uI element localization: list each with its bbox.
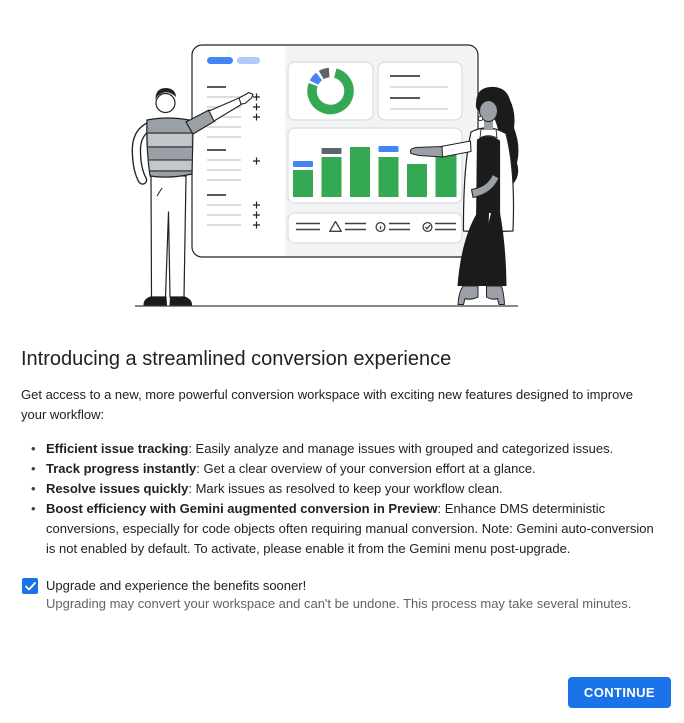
summary-card — [378, 62, 462, 120]
feature-lead: Track progress instantly — [46, 461, 197, 476]
checkmark-icon — [25, 582, 36, 591]
feature-lead: Efficient issue tracking — [46, 441, 189, 456]
nav-pill-primary — [207, 57, 233, 64]
man-shoe-right — [170, 297, 193, 306]
bar-chart-card — [288, 128, 462, 203]
feature-item-gemini-conversion — [21, 499, 657, 559]
dialog-content — [21, 347, 663, 613]
intro-paragraph: Get access to a new, more powerful conversion workspace with exciting new features designed to improve your workflow: — [21, 387, 634, 422]
feature-lead: Resolve issues quickly — [46, 481, 189, 496]
conversion-dashboard-illustration — [0, 0, 684, 320]
checkbox-text-block — [46, 577, 631, 613]
feature-item-issue-tracking — [21, 439, 657, 459]
checkbox-label[interactable]: Upgrade and experience the benefits sooner! — [46, 578, 307, 593]
feature-text: : Mark issues as resolved to keep your workflow clean. — [188, 481, 503, 496]
man-shoe-left — [143, 297, 167, 306]
woman-boot-right — [487, 286, 505, 305]
status-strip-card — [288, 213, 462, 243]
feature-text: : Enhance DMS deterministic conversions, especially for code objects often requiring manual conversion. Note: Gemini auto-conversion is not enabled by default. To activate, please enable it from the Gemini menu post-upgrade. — [46, 501, 654, 556]
page-title: Introducing a streamlined conversion experience — [21, 348, 452, 370]
nav-pill-secondary — [237, 57, 260, 64]
feature-lead: Boost efficiency with Gemini augmented conversion in Preview — [46, 501, 438, 516]
woman-top — [477, 137, 501, 213]
man-shirt-light-band2 — [149, 160, 192, 170]
donut-chart-card — [288, 62, 373, 120]
feature-text: : Easily analyze and manage issues with grouped and categorized issues. — [188, 441, 614, 456]
man-head — [156, 94, 175, 113]
woman-earring — [478, 116, 482, 120]
feature-list — [21, 439, 663, 559]
feature-item-track-progress — [21, 459, 657, 479]
upgrade-checkbox[interactable] — [22, 578, 38, 594]
feature-text: : Get a clear overview of your conversion effort at a glance. — [196, 461, 536, 476]
woman-boot-left — [458, 286, 478, 305]
checkbox-description: Upgrading may convert your workspace and can't be undone. This process may take several minutes. — [46, 596, 632, 611]
man-shirt-light-band — [148, 134, 192, 146]
upgrade-checkbox-row — [21, 577, 663, 613]
continue-button[interactable]: CONTINUE — [568, 677, 671, 708]
man-pants — [151, 175, 186, 297]
feature-item-resolve-issues — [21, 479, 657, 499]
